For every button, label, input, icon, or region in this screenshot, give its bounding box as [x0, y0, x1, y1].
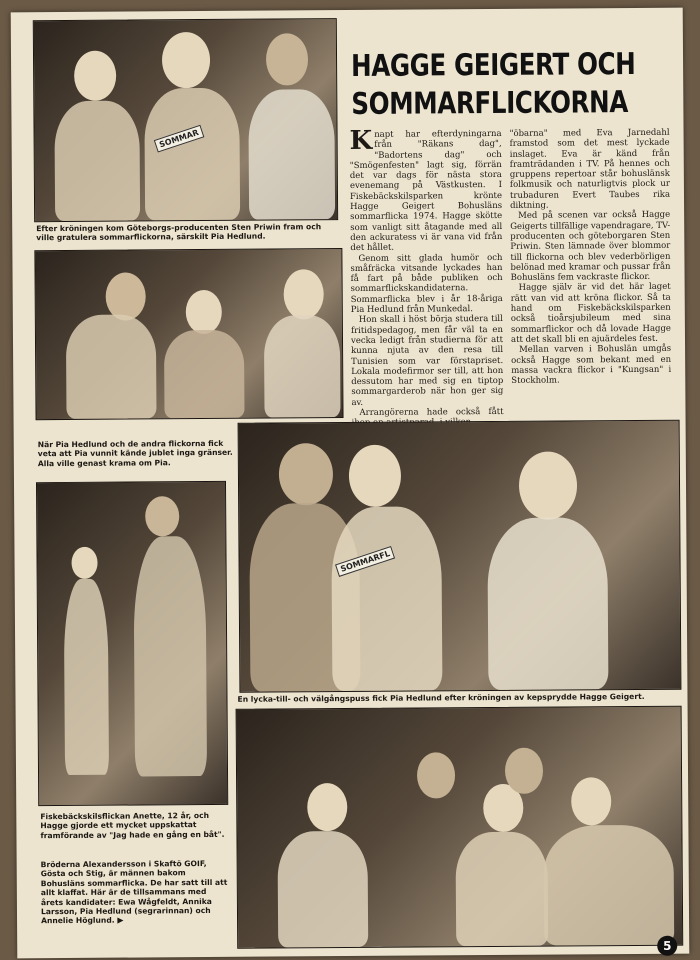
body-paragraph: Hon skall i höst börja studera till fritidspedagog, men får väl ta en vecka ledigt från studierna för att kunna njuta av den resa till Tunisien som var förstapriset. Lokala modefirmor ser till, att hon dessutom har med sig en tiptop sommargarderob när hon ger sig av. — [350, 314, 504, 408]
photo-kiss-hagge-pia — [238, 420, 682, 693]
page-number: 5 — [657, 936, 677, 956]
caption-photo2: När Pia Hedlund och de andra flickorna fick veta att Pia vunnit kände jublet inga gränser. Alla ville genast krama om Pia. — [37, 438, 233, 468]
photo-hugging-girls — [34, 248, 343, 420]
title-line2: SOMMARFLICKORNA — [351, 85, 629, 122]
drop-cap: K — [349, 125, 373, 156]
photo-group-candidates — [236, 706, 684, 949]
body-paragraph: "öbarna" med Eva Jarnedahl framstod som det mest lyckade inslaget. Eva är känd från framträdanden i TV. På hennes och gruppens repertoar står bohuslänsk folkmusik och naturligtvis plock ur trubaduren Evert Taubes rika diktning. — [509, 127, 671, 211]
article-title — [351, 46, 680, 124]
magazine-page — [11, 8, 690, 959]
caption-photo3: En lycka-till- och välgångspuss fick Pia Hedlund efter kröningen av kepsprydde Hagge Geigert. — [237, 691, 645, 704]
title-line1: HAGGE GEIGERT OCH — [350, 46, 636, 84]
photo-priwin-congratulates — [33, 18, 338, 222]
sash-label: SOMMARFL — [335, 546, 395, 577]
right-arrow-icon: ▶ — [117, 916, 124, 926]
body-paragraph: Hagge själv är vid det här laget rätt van vid att kröna flickor. Så ta hand om Fiskebäckskilsparken också tioårsjubileum med sina sommarflickor och då lovade Hagge att det skall bli en ajuärdeles fest. — [510, 282, 671, 345]
body-paragraph: Arrangörerna hade också fått — [359, 406, 504, 418]
body-column-2 — [510, 128, 672, 387]
body-paragraph: napt har efterdyningarna från "Räkans dag", "Badortens dag" och "Smögenfesten" lagt sig, förrän det var dags för nästa stora evenemang på Västkusten. I Fiskebäckskilsparken krönte Hagge Geigert Bohusläns sommarflicka 1974. Hagge skötte som vanligt sitt åtagande med all den ackuratess vi är vana vid från det hållet. — [349, 128, 503, 254]
body-paragraph: Med på scenen var också Hagge Geigerts tillfällige vapendragare, TV-producenten och göteborgaren Sten Priwin. Sten lämnade över blommor till flickorna och blev vederbörligen belönad med kramar och pussar från Bohusläns fem vackraste flickor. — [510, 210, 671, 284]
body-paragraph: Mellan varven i Bohuslän umgås också Hagge som bekant med en massa vackra flickor i "Kungsan" i Stockholm. — [511, 343, 672, 386]
body-column-1 — [349, 125, 504, 429]
caption-photo4: Fiskebäckskilsflickan Anette, 12 år, och Hagge gjorde ett mycket uppskattat framförande av "Jag hade en gång en båt". — [40, 810, 225, 840]
sash-label: SOMMAR — [154, 125, 204, 153]
body-paragraph: Genom sitt glada humör och småfräcka vitsande lyckades han få fart på både publiken och sommarflickskandidaterna. Sommarflicka blev i år 18-åriga Pia Hedlund från Munkedal. — [350, 252, 503, 316]
photo-anette-and-hagge — [36, 481, 228, 806]
caption-text: Bröderna Alexandersson i Skaftö GOIF, Gösta och Stig, är männen bakom Bohusläns sommarflicka. De har satt till att allt klaffat. Här är de tillsammans med årets kandidater: Ewa Wågfeldt, Annika Larsson, Pia Hedlund (segrarinnan) och Annelie Höglund. — [40, 859, 228, 926]
caption-photo5 — [41, 859, 231, 926]
caption-photo1: Efter kröningen kom Göteborgs-producenten Sten Priwin fram och ville gratulera sommarflickorna, särskilt Pia Hedlund. — [36, 222, 322, 243]
